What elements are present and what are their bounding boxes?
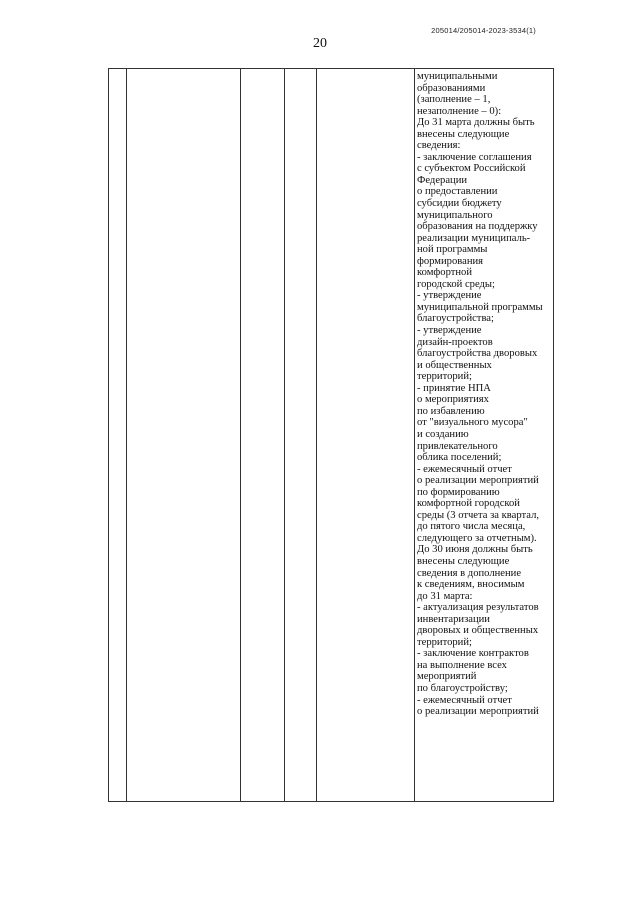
column-divider	[126, 69, 127, 801]
cell-text-line: - ежемесячный отчет	[417, 463, 512, 475]
cell-text-line: и общественных	[417, 359, 492, 371]
cell-text-line: о предоставлении	[417, 186, 498, 198]
column-divider	[414, 69, 415, 801]
cell-text-line: о реализации мероприятий	[417, 475, 539, 487]
cell-text-line: - заключение соглашения	[417, 151, 532, 163]
cell-text-line: дизайн-проектов	[417, 336, 493, 348]
cell-text-line: - заключение контрактов	[417, 648, 529, 660]
cell-text-line: до пятого числа месяца,	[417, 521, 526, 533]
cell-text-line: - актуализация результатов	[417, 602, 539, 614]
cell-text-line: ной программы	[417, 244, 488, 256]
column-divider	[240, 69, 241, 801]
cell-text-line: муниципальной программы	[417, 301, 543, 313]
cell-text-line: мероприятий	[417, 671, 477, 683]
cell-text-line: - утверждение	[417, 290, 482, 302]
cell-text-line: Федерации	[417, 174, 468, 186]
cell-text-line: внесены следующие	[417, 555, 510, 567]
cell-text-line: о мероприятиях	[417, 394, 489, 406]
cell-text-line: сведения в дополнение	[417, 567, 522, 579]
cell-text-line: от "визуального мусора"	[417, 417, 528, 429]
cell-text-line: благоустройства;	[417, 313, 494, 325]
cell-text-line: территорий;	[417, 371, 472, 383]
document-id: 205014/205014-2023-3534(1)	[431, 26, 536, 35]
cell-text-line: привлекательного	[417, 440, 498, 452]
cell-text-line: и созданию	[417, 428, 469, 440]
table-cell-requirements	[417, 71, 555, 718]
cell-text-line: сведения:	[417, 140, 461, 152]
column-divider	[316, 69, 317, 801]
cell-text-line: облика поселений;	[417, 452, 502, 464]
data-table	[108, 68, 554, 802]
cell-text-line: незаполнение – 0):	[417, 105, 502, 117]
cell-text-line: субсидии бюджету	[417, 198, 502, 210]
cell-text-line: к сведениям, вносимым	[417, 579, 525, 591]
page-number: 20	[313, 36, 327, 51]
cell-text-line: о реализации мероприятий	[417, 706, 539, 718]
cell-text-line: образования на поддержку	[417, 221, 538, 233]
cell-text-line: городской среды;	[417, 278, 495, 290]
cell-text-line: комфортной	[417, 267, 472, 279]
cell-text-line: следующего за отчетным).	[417, 532, 537, 544]
cell-text-line: с субъектом Российской	[417, 163, 526, 175]
cell-text-line: муниципального	[417, 209, 493, 221]
cell-text-line: образованиями	[417, 82, 486, 94]
cell-text-line: комфортной городской	[417, 498, 520, 510]
cell-text-line: по избавлению	[417, 405, 485, 417]
cell-text-line: внесены следующие	[417, 128, 510, 140]
cell-text-line: до 31 марта:	[417, 590, 473, 602]
cell-text-line: на выполнение всех	[417, 659, 507, 671]
cell-text-line: дворовых и общественных	[417, 625, 539, 637]
cell-text-line: формирования	[417, 255, 484, 267]
cell-text-line: территорий;	[417, 636, 472, 648]
cell-text-line: по благоустройству;	[417, 682, 508, 694]
cell-text-line: по формированию	[417, 486, 500, 498]
cell-text-line: (заполнение – 1,	[417, 94, 491, 106]
cell-text-line: До 31 марта должны быть	[417, 117, 535, 129]
cell-text-line: благоустройства дворовых	[417, 348, 538, 360]
cell-text-line: - утверждение	[417, 325, 482, 337]
cell-text-line: - ежемесячный отчет	[417, 694, 512, 706]
cell-text-line: инвентаризации	[417, 613, 490, 625]
cell-text-line: До 30 июня должны быть	[417, 544, 533, 556]
cell-text-line: - принятие НПА	[417, 382, 491, 394]
cell-text-line: муниципальными	[417, 71, 498, 82]
cell-text-line: реализации муниципаль-	[417, 232, 531, 244]
cell-text-line: среды (3 отчета за квартал,	[417, 509, 540, 521]
column-divider	[284, 69, 285, 801]
